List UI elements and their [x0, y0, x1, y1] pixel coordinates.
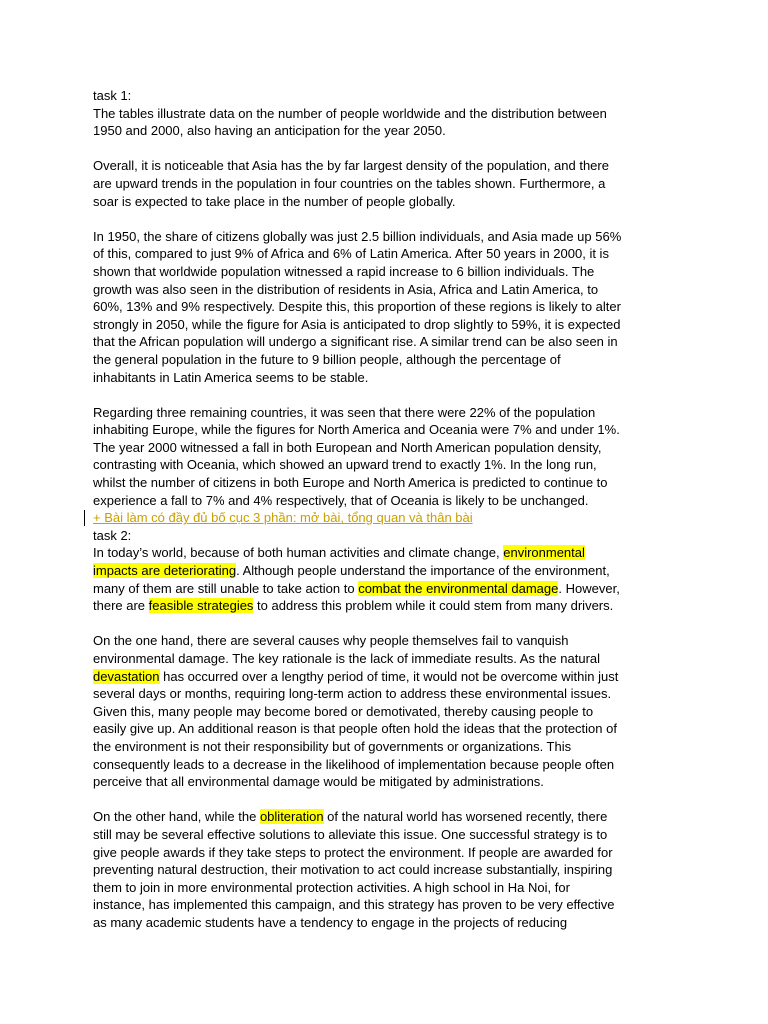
- highlighted-phrase: impacts are deteriorating: [93, 563, 237, 579]
- text-line: 60%, 13% and 9% respectively. Despite this, this proportion of these regions is likely to alter: [93, 299, 621, 315]
- text-line: [93, 580, 679, 598]
- text-line: soar is expected to take place in the number of people globally.: [93, 193, 456, 209]
- text-line: of this, compared to just 9% of Africa and 6% of Latin America. After 50 years in 2000, it is: [93, 246, 609, 262]
- text-line: whilst the number of citizens in both Europe and North America is predicted to continue to: [93, 475, 608, 491]
- text-line: consequently leads to a decrease in the likelihood of implementation because people often: [93, 756, 615, 772]
- text-line: inhabitants in Latin America seems to be stable.: [93, 369, 369, 385]
- text-line: preventing natural destruction, their motivation to act could increase substantially, inspiring: [93, 862, 613, 878]
- text-line: [93, 544, 679, 562]
- highlighted-phrase: environmental: [503, 545, 585, 561]
- text-line: On the one hand, there are several causes why people themselves fail to vanquish: [93, 633, 569, 649]
- text-line: still may be several effective solutions to alleviate this issue. One successful strategy is to: [93, 826, 608, 842]
- task2-paragraph-causes: [93, 632, 679, 790]
- review-comment-line: [93, 509, 679, 527]
- task1-heading: task 1:: [93, 88, 132, 103]
- task2-heading: task 2:: [93, 527, 132, 543]
- document-page: [93, 87, 679, 932]
- task1-paragraph-body2: [93, 404, 679, 510]
- text-span: of the natural world has worsened recently, there: [323, 809, 608, 825]
- text-line: the environment is not their responsibility but of governments or organizations. This: [93, 738, 572, 754]
- text-line: several days or months, requiring long-term action to address these environmental issues.: [93, 686, 612, 702]
- text-line: that the African population will undergo a significant rise. A similar trend can be also seen in: [93, 334, 618, 350]
- text-span: has occurred over a lengthy period of time, it would not be overcome within just: [159, 668, 619, 684]
- text-line: 1950 and 2000, also having an anticipation for the year 2050.: [93, 123, 446, 139]
- text-line: contrasting with Oceania, which showed an upward trend to exactly 1%. In the long run,: [93, 457, 597, 473]
- task2-paragraph-intro: [93, 544, 679, 614]
- text-span: there are: [93, 598, 149, 614]
- text-line: [93, 562, 679, 580]
- text-line: [93, 808, 679, 826]
- text-line: experience a fall to 7% and 4% respectively, that of Oceania is likely to be unchanged.: [93, 492, 589, 508]
- text-line: Regarding three remaining countries, it was seen that there were 22% of the population: [93, 404, 596, 420]
- task2-paragraph-solutions: [93, 808, 679, 931]
- highlighted-phrase: devastation: [93, 668, 160, 684]
- text-line: instance, has implemented this campaign, and this strategy has proven to be very effective: [93, 897, 615, 913]
- text-line: The tables illustrate data on the number of people worldwide and the distribution between: [93, 105, 607, 121]
- text-span: . However,: [558, 580, 620, 596]
- highlighted-phrase: obliteration: [259, 809, 324, 825]
- text-line: shown that worldwide population witnessed a rapid increase to 6 billion individuals. The: [93, 263, 595, 279]
- text-line: In 1950, the share of citizens globally was just 2.5 billion individuals, and Asia made up 56%: [93, 228, 622, 244]
- text-line: as many academic students have a tendency to engage in the projects of reducing: [93, 914, 568, 930]
- text-span: to address this problem while it could stem from many drivers.: [253, 598, 614, 614]
- text-line: perceive that all environmental damage would be mitigated by administrations.: [93, 774, 544, 790]
- text-line: [93, 668, 679, 686]
- highlighted-phrase: combat the environmental damage: [358, 580, 559, 596]
- text-cursor: [84, 510, 85, 526]
- text-line: the general population in the future to 9 billion people, although the percentage of: [93, 351, 561, 367]
- text-line: easily give up. An additional reason is that people often hold the ideas that the protection of: [93, 721, 617, 737]
- task1-paragraph-body1: [93, 228, 679, 386]
- text-line: strongly in 2050, while the figure for Asia is anticipated to drop slightly to 59%, it is expected: [93, 316, 621, 332]
- task1-paragraph-overview: [93, 157, 679, 210]
- review-comment[interactable]: + Bài làm có đầy đủ bố cục 3 phần: mở bài, tổng quan và thân bài: [93, 510, 473, 526]
- task1-paragraph-intro: [93, 105, 679, 140]
- text-line: environmental damage. The key rationale is the lack of immediate results. As the natural: [93, 651, 601, 666]
- text-line: give people awards if they take steps to protect the environment. If people are awarded for: [93, 844, 613, 860]
- text-line: The year 2000 witnessed a fall in both European and North American population density,: [93, 439, 602, 455]
- text-span: On the other hand, while the: [93, 809, 260, 825]
- text-line: them to join in more environmental protection activities. A high school in Ha Noi, for: [93, 879, 570, 895]
- text-line: Overall, it is noticeable that Asia has the by far largest density of the population, and there: [93, 158, 609, 174]
- highlighted-phrase: feasible strategies: [148, 598, 254, 614]
- text-line: growth was also seen in the distribution of residents in Asia, Africa and Latin America, to: [93, 281, 599, 297]
- text-span: In today’s world, because of both human activities and climate change,: [93, 545, 504, 561]
- text-span: . Although people understand the importance of the environment,: [236, 563, 610, 579]
- text-line: Given this, many people may become bored or demotivated, thereby causing people to: [93, 703, 594, 719]
- text-line: [93, 597, 679, 615]
- text-line: inhabiting Europe, while the figures for North America and Oceania were 7% and under 1%.: [93, 422, 620, 438]
- text-span: many of them are still unable to take action to: [93, 580, 359, 596]
- text-line: are upward trends in the population in four countries on the tables shown. Furthermore, a: [93, 175, 606, 191]
